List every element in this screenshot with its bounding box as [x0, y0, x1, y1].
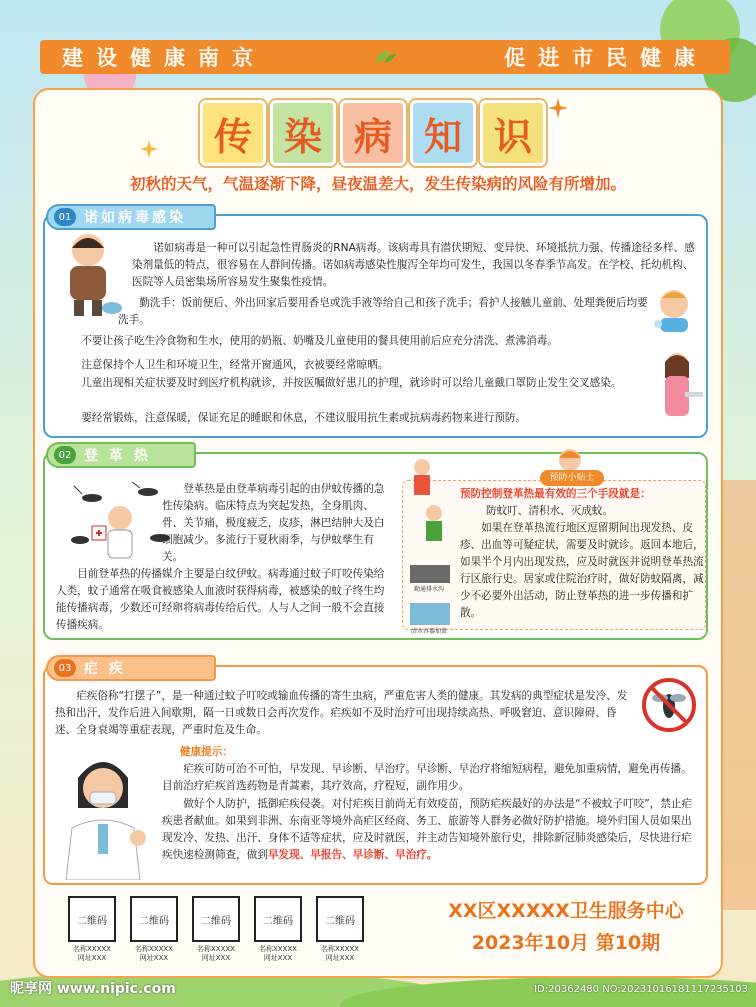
norovirus-food: 不要让孩子吃生冷食物和生水，使用的奶瓶、奶嘴及儿童使用的餐具使用前后应充分清洗、煮沸消毒。: [81, 335, 558, 347]
title-char: 识: [480, 100, 546, 166]
qr-name: 名称XXXXX: [135, 945, 173, 953]
cleaning-water-illustration: [404, 455, 456, 635]
qr-caption: [310, 945, 370, 963]
qr-caption: [248, 945, 308, 963]
qr-caption: [124, 945, 184, 963]
norovirus-exercise: 要经常锻炼，注意保暖，保证充足的睡眠和休息，不建议服用抗生素或抗病毒药物来进行预防。: [81, 412, 527, 424]
qr-site: 网址XXX: [201, 954, 231, 962]
organization-name: XX区XXXXX卫生服务中心: [448, 900, 684, 922]
malaria-hint-emphasis: 早发现、早报告、早诊断、早治疗。: [267, 849, 438, 861]
banner-left-text: 建设健康南京: [62, 46, 266, 70]
section-label: 疟 疾: [84, 661, 126, 677]
page-title: [200, 100, 546, 166]
title-char: 染: [270, 100, 336, 166]
malaria-hint-1: 疟疾可防可治不可怕，早发现、早诊断、早治疗。早诊断、早治疗将缩短病程，避免加重病情，避免再传播。目前治疗疟疾首选药物是青蒿素，其疗效高，疗程短，副作用少。: [162, 763, 692, 792]
title-char: 知: [410, 100, 476, 166]
img-caption-drain: 勤通排水沟: [413, 586, 444, 593]
qr-code[interactable]: 二维码: [316, 896, 364, 942]
norovirus-handwash: 勤洗手：饭前便后、外出回家后要用香皂或洗手液等给自己和孩子洗手；看护人接触儿童前、处理粪便后均要洗手。: [118, 297, 648, 326]
section-tab-dengue: [46, 442, 196, 468]
qr-name: 名称XXXXX: [73, 945, 111, 953]
norovirus-hygiene: 注意保持个人卫生和环境卫生，经常开窗通风，衣被要经常晾晒。: [81, 359, 389, 371]
section-tab-norovirus: [46, 204, 216, 230]
tip-items: 防蚊叮、清积水、灭成蚊。: [486, 505, 614, 517]
tip-body: 如果在登革热流行地区逗留期间出现发热、皮疹、出血等可疑症状，需要及时就诊。返回本地后，如果半个月内出现发热，应及时就医并说明登革热流行区旅行史。居家或住院治疗时，做好防蚊隔离，减少不必要外出活动，防止登革热的进一步传播和扩散。: [460, 522, 704, 619]
section-label: 登 革 热: [84, 448, 151, 464]
title-char: 传: [200, 100, 266, 166]
issue-date: 2023年10月 第10期: [471, 932, 661, 954]
banner-right-text: 促进市民健康: [504, 46, 708, 70]
norovirus-clinic: 儿童出现相关症状要及时到医疗机构就诊，并按医嘱做好患儿的护理，就诊时可以给儿童戴口罩防止发生交叉感染。: [81, 377, 622, 389]
section-tab-malaria: [46, 655, 216, 681]
handwashing-child-illustration: [648, 284, 700, 334]
qr-code[interactable]: 二维码: [68, 896, 116, 942]
sparkle-icon: [140, 140, 158, 158]
malaria-intro: 疟疾俗称“打摆子”，是一种通过蚊子叮咬或输血传播的寄生虫病，严重危害人类的健康。其发病的典型症状是发冷、发热和出汗，发作后进入间歇期，隔一日或数日会再次发作。疟疾如不及时治疗可出现持续高热、呼吸窘迫、意识障碍、昏迷、全身衰竭等重症表现，严重时危及生命。: [55, 690, 628, 736]
sick-child-illustration: [52, 228, 124, 318]
tip-badge: 预防小贴士: [540, 470, 604, 486]
dengue-intro: 登革热是由登革病毒引起的由伊蚊传播的急性传染病。临床特点为突起发热，全身肌肉、骨、关节痛，极度疲乏，皮疹，淋巴结肿大及白细胞减少。多流行于夏秋雨季，与伊蚊孳生有关。: [162, 483, 385, 563]
norovirus-intro: 诺如病毒是一种可以引起急性胃肠炎的RNA病毒。该病毒具有潜伏期短、变异快、环境抵抗力强、传播途径多样、感染剂量低的特点，很容易在人群间传播。诺如病毒感染性腹泻全年均可发生，我国以冬春季节高发。在学校、托幼机构、医院等人员密集场所容易发生聚集性疫情。: [132, 242, 695, 288]
qr-caption: [62, 945, 122, 963]
title-char: 病: [340, 100, 406, 166]
health-hint-label: 健康提示：: [180, 746, 233, 758]
tip-mascot-icon: [555, 446, 585, 472]
tip-heading: 预防控制登革热最有效的三个手段就是：: [460, 488, 651, 500]
qr-name: 名称XXXXX: [259, 945, 297, 953]
doctor-illustration: [58, 748, 148, 880]
qr-site: 网址XXX: [139, 954, 169, 962]
leaf-icon: [372, 48, 398, 66]
qr-code[interactable]: 二维码: [130, 896, 178, 942]
woman-washing-illustration: [655, 348, 705, 428]
subtitle: 初秋的天气，气温逐渐下降，昼夜温差大，发生传染病的风险有所增加。: [129, 175, 626, 193]
malaria-hint-2: [162, 796, 698, 864]
qr-site: 网址XXX: [77, 954, 107, 962]
top-banner: [40, 40, 730, 74]
building-icon: [722, 480, 756, 910]
section-number: 02: [54, 446, 76, 464]
section-label: 诺如病毒感染: [84, 210, 186, 226]
qr-caption: [186, 945, 246, 963]
qr-site: 网址XXX: [325, 954, 355, 962]
qr-code[interactable]: 二维码: [254, 896, 302, 942]
qr-code[interactable]: 二维码: [192, 896, 240, 942]
watermark-logo: 昵享网 www.nipic.com: [10, 981, 176, 997]
dengue-transmission: 目前登革热的传播媒介主要是白纹伊蚊。病毒通过蚊子叮咬传染给人类，蚊子通常在吸食被感染人血液时获得病毒，被感染的蚊子终生均能传播病毒，少数还可经卵将病毒传给后代。人与人之间一般不会直接传播疾病。: [56, 568, 385, 631]
qr-name: 名称XXXXX: [197, 945, 235, 953]
qr-name: 名称XXXXX: [321, 945, 359, 953]
section-number: 03: [54, 659, 76, 677]
section-number: 01: [54, 208, 76, 226]
no-mosquito-icon: [640, 676, 698, 734]
watermark-id: ID:20362480 NO:20231016181117235103: [534, 984, 748, 995]
malaria-hint-2-text: 做好个人防护，抵御疟疾侵袭。对付疟疾目前尚无有效疫苗，预防疟疾最好的办法是“不被蚊子叮咬”，禁止疟疾患者献血。如果到非洲、东南亚等境外高疟区经商、务工、旅游等人群务必做好防护措施。境外归国人员如果出现发冷、发热、出汗、身体不适等症状，应及时就医，并主动告知境外旅行史，排除新冠肺炎感染后，尽快进行疟疾快速检测筛查，做到: [162, 798, 693, 861]
img-caption-cover: 清水容器加盖: [410, 628, 447, 635]
sparkle-icon: [548, 98, 568, 118]
qr-site: 网址XXX: [263, 954, 293, 962]
